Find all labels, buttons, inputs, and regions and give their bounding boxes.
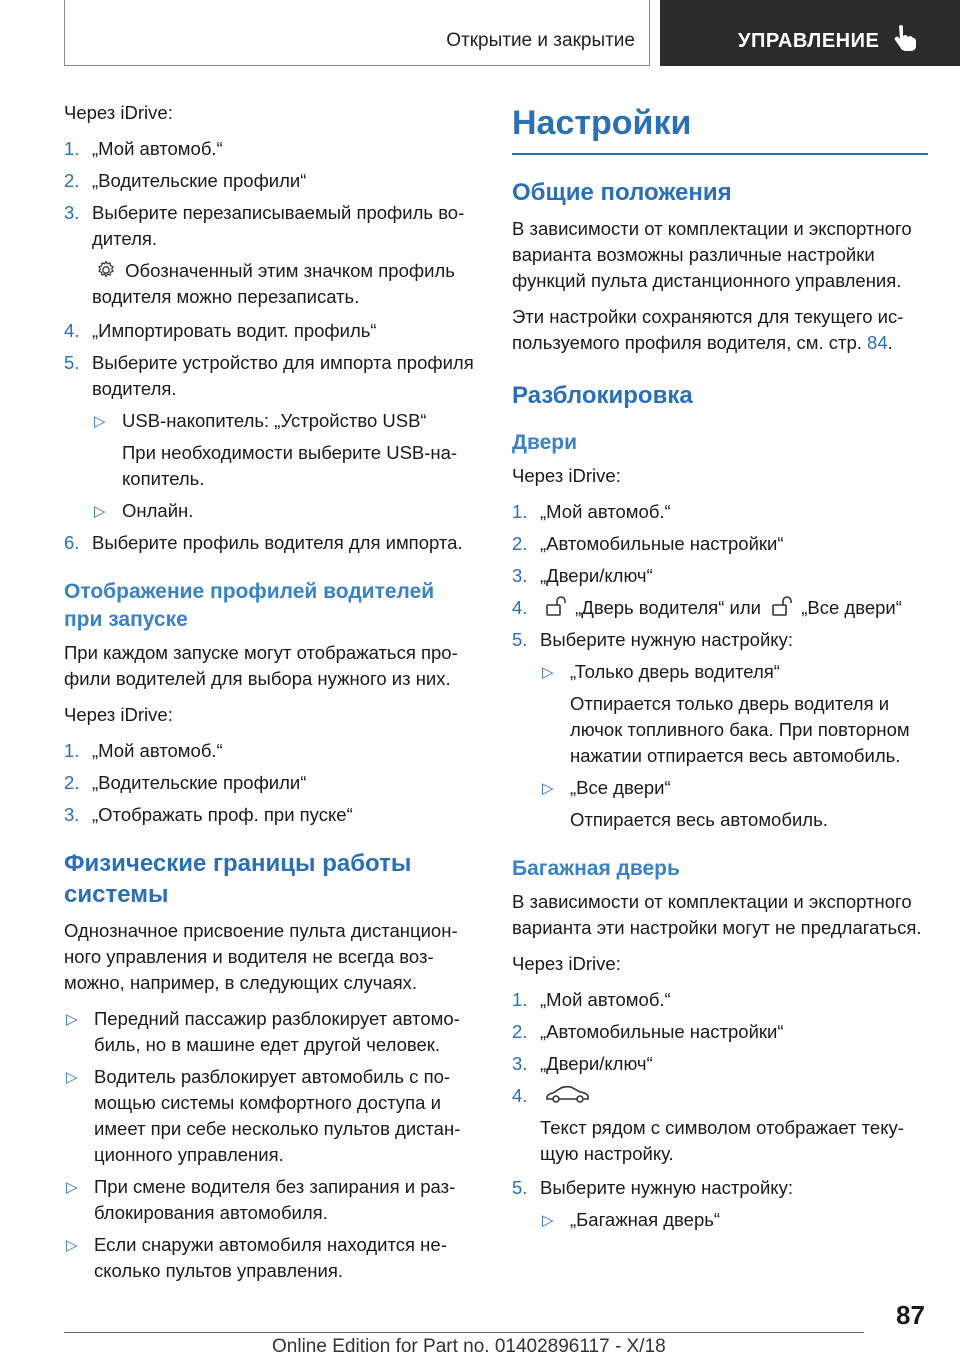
intro-text: Через iDrive:: [512, 953, 621, 974]
bullet-item: ▷ Водитель разблокирует автомобиль с помощью системы комфортного доступа и имеет при себе несколько пультов дистанционного управления.: [66, 1066, 461, 1165]
heading-system-limits: Физические границы работы системы: [64, 850, 412, 908]
triangle-bullet-icon: ▷: [66, 1179, 78, 1196]
unlock-icon: [770, 595, 792, 617]
list-item: 2. „Водительские профили“: [64, 170, 307, 191]
intro-text: Через iDrive:: [512, 465, 621, 486]
list-item: 3. „Двери/ключ“: [512, 1053, 653, 1074]
heading-general: Общие положения: [512, 179, 732, 206]
step-desc: Текст рядом с символом отображает текущую настройку.: [540, 1117, 904, 1164]
triangle-bullet-icon: ▷: [542, 780, 554, 797]
list-item: 4. „Дверь водителя“ или „Все двери“: [512, 597, 902, 618]
triangle-bullet-icon: ▷: [66, 1237, 78, 1254]
footer-edition: Online Edition for Part no. 01402896117 - X/18: [272, 1336, 666, 1357]
list-item: 2. „Автомобильные настройки“: [512, 1021, 784, 1042]
heading-trunk: Багажная дверь: [512, 857, 680, 880]
overwrite-note: Обозначенный этим значком профиль водителя можно перезаписать.: [92, 260, 455, 307]
list-item: 2. „Водительские профили“: [64, 772, 307, 793]
list-item: 4.: [512, 1083, 928, 1109]
header-section-box: [64, 0, 650, 66]
pointing-hand-icon: [892, 24, 918, 52]
list-item: 5. Выберите нужную настройку:: [512, 1177, 793, 1198]
saved-text: Эти настройки сохраняются для текущего используемого профиля водителя, см. стр. 84.: [512, 306, 904, 353]
car-trunk-icon: [544, 1083, 592, 1105]
intro-text: Через iDrive:: [64, 704, 173, 725]
page-number: 87: [896, 1300, 925, 1330]
triangle-bullet-icon: ▷: [94, 503, 106, 520]
list-item: 3. Выберите перезаписываемый профиль водителя.: [64, 202, 465, 249]
header-section-title: Открытие и закрытие: [446, 30, 635, 51]
triangle-bullet-icon: ▷: [542, 1212, 554, 1229]
list-item: 6. Выберите профиль водителя для импорта.: [64, 532, 463, 553]
bullet-item: ▷ USB-накопитель: „Устройство USB“: [64, 408, 478, 434]
bullet-sub-text: Отпирается только дверь водителя и лючок топливного бака. При повторном нажатии отпирается весь автомобиль.: [570, 693, 910, 766]
intro-text: Через iDrive:: [64, 102, 173, 123]
list-item: 1. „Мой автомоб.“: [64, 138, 223, 159]
list-item: 3. „Двери/ключ“: [512, 565, 653, 586]
header-chapter-box: [660, 0, 960, 66]
list-item: 1. „Мой автомоб.“: [512, 989, 671, 1010]
bullet-item: ▷ „Багажная дверь“: [512, 1207, 928, 1233]
page-link[interactable]: 84: [867, 332, 888, 353]
bullet-item: ▷ При смене водителя без запирания и разблокирования автомобиля.: [66, 1176, 456, 1223]
list-item: 4. „Импортировать водит. профиль“: [64, 320, 377, 341]
limits-text: Однозначное присвоение пульта дистанционного управления и водителя не всегда возможно, например, в следующих случаях.: [64, 920, 458, 993]
heading-unlock: Разблокировка: [512, 382, 693, 409]
footer-divider: [64, 1332, 864, 1333]
triangle-bullet-icon: ▷: [94, 413, 106, 430]
general-text: В зависимости от комплектации и экспортного варианта возможны различные настройки функций пульта дистанционного управления.: [512, 218, 912, 291]
bullet-item: ▷ Если снаружи автомобиля находится несколько пультов управления.: [66, 1234, 447, 1281]
triangle-bullet-icon: ▷: [66, 1011, 78, 1028]
list-item: 5. Выберите устройство для импорта профиля водителя.: [64, 352, 474, 399]
heading-doors: Двери: [512, 431, 578, 454]
list-item: 5. Выберите нужную настройку:: [512, 629, 793, 650]
heading-settings: Настройки: [512, 104, 928, 155]
bullet-item: ▷ „Только дверь водителя“: [512, 659, 928, 685]
gear-icon: [96, 260, 116, 280]
unlock-icon: [544, 595, 566, 617]
trunk-text: В зависимости от комплектации и экспортного варианта эти настройки могут не предлагаться.: [512, 891, 922, 938]
right-column: [512, 100, 928, 1239]
list-item: 2. „Автомобильные настройки“: [512, 533, 784, 554]
list-item: 1. „Мой автомоб.“: [64, 740, 223, 761]
bullet-item: ▷ „Все двери“: [512, 775, 928, 801]
list-item: 3. „Отображать проф. при пуске“: [64, 804, 353, 825]
header-chapter-title: УПРАВЛЕНИЕ: [738, 30, 880, 52]
left-column: [64, 100, 478, 1290]
bullet-sub-text: Отпирается весь автомобиль.: [570, 809, 828, 830]
list-item: 1. „Мой автомоб.“: [512, 501, 671, 522]
triangle-bullet-icon: ▷: [542, 664, 554, 681]
heading-display-profiles: Отображение профилей водителей при запуске: [64, 580, 435, 631]
bullet-item: ▷ Передний пассажир разблокирует автомобиль, но в машине едет другой человек.: [66, 1008, 460, 1055]
bullet-item: ▷ Онлайн.: [64, 498, 478, 524]
display-text: При каждом запуске могут отображаться профили водителей для выбора нужного из них.: [64, 642, 458, 689]
triangle-bullet-icon: ▷: [66, 1069, 78, 1086]
bullet-sub-text: При необходимости выберите USB-накопитель.: [122, 442, 458, 489]
